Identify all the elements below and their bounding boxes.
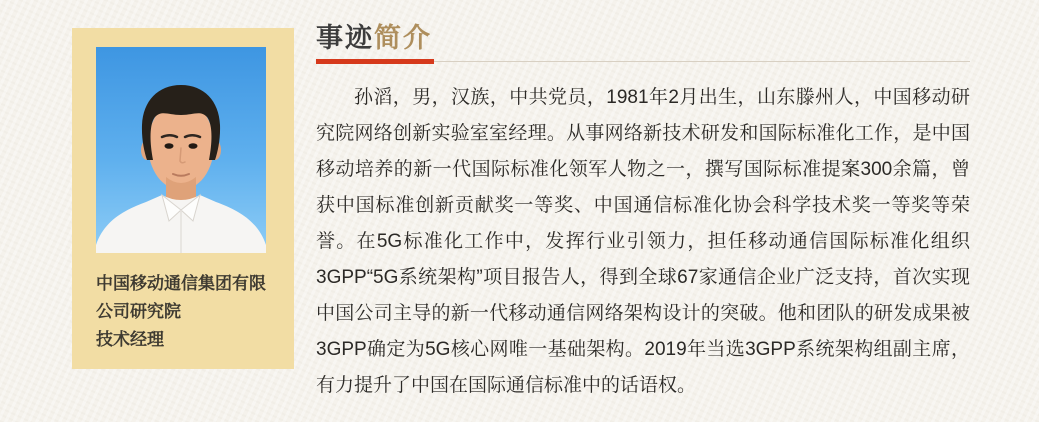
content-section [316,24,970,404]
portrait-photo [96,47,266,253]
section-divider [316,61,970,62]
biography-paragraph: 孙滔，男，汉族，中共党员，1981年2月出生，山东滕州人，中国移动研究院网络创新实验室室经理。从事网络新技术研发和国际标准化工作，是中国移动培养的新一代国际标准化领军人物之一，撰写国际标准提案300余篇，曾获中国标准创新贡献奖一等奖、中国通信标准化协会科学技术奖一等奖等荣誉。在5G标准化工作中，发挥行业引领力，担任移动通信国际标准化组织3GPP“5G系统架构”项目报告人，得到全球67家通信企业广泛支持，首次实现中国公司主导的新一代移动通信网络架构设计的突破。他和团队的研发成果被3GPP确定为5G核心网唯一基础架构。2019年当选3GPP系统架构组副主席，有力提升了中国在国际通信标准中的话语权。 [316,87,970,396]
profile-card [72,28,294,369]
section-divider-accent [316,59,434,64]
profile-caption [96,270,282,354]
section-title-secondary: 简介 [374,23,432,53]
profile-caption-line-title: 技术经理 [96,330,164,349]
profile-caption-line-org: 中国移动通信集团有限 [96,274,266,293]
profile-caption-line-dept: 公司研究院 [96,302,181,321]
section-title-primary: 事迹 [316,23,374,53]
section-title [316,24,970,52]
